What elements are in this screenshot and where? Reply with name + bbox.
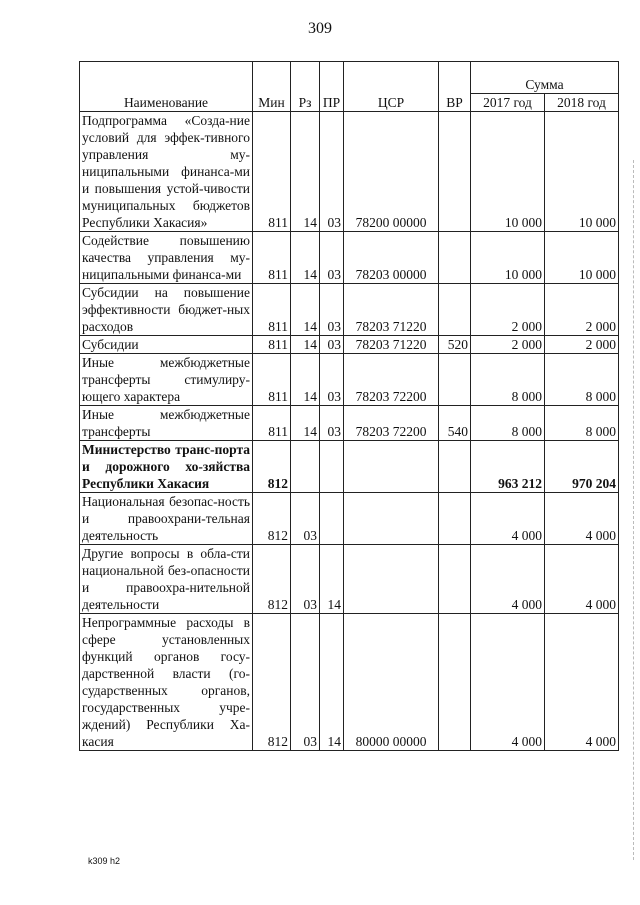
row-pr-cell [320,493,344,545]
row-min-cell: 812 [253,493,291,545]
row-pr-cell: 03 [320,406,344,441]
row-rz-cell: 03 [291,545,320,614]
row-name-cell: Национальная безопас-ность и правоохрани-тельная деятельность [80,493,253,545]
table-row [80,441,619,493]
row-min-cell: 811 [253,354,291,406]
row-pr-cell: 03 [320,232,344,284]
row-vr-cell [439,112,471,232]
row-2017-cell: 2 000 [471,284,545,336]
row-pr-cell [320,441,344,493]
row-min-cell: 811 [253,406,291,441]
row-name-cell: Субсидии [80,336,253,354]
row-csr-cell [344,545,439,614]
row-vr-cell [439,354,471,406]
row-pr-cell: 03 [320,112,344,232]
row-2018-cell: 4 000 [545,493,619,545]
row-2017-cell: 8 000 [471,354,545,406]
row-min-cell: 811 [253,112,291,232]
row-csr-cell: 78203 71220 [344,284,439,336]
row-csr-cell: 78203 00000 [344,232,439,284]
row-rz-cell: 14 [291,354,320,406]
binding-marks [633,160,636,860]
row-2018-cell: 970 204 [545,441,619,493]
row-2018-cell: 8 000 [545,354,619,406]
row-name-cell: Непрограммные расходы в сфере установленных функций органов госу-дарственной власти (го-сударственных органов, государственных учре-ждений) Республики Ха-касия [80,614,253,751]
row-2017-cell: 10 000 [471,112,545,232]
row-min-cell: 811 [253,336,291,354]
row-vr-cell: 540 [439,406,471,441]
row-rz-cell: 14 [291,406,320,441]
row-csr-cell: 78203 72200 [344,406,439,441]
header-min: Мин [253,62,291,112]
header-2017: 2017 год [471,94,545,112]
row-2017-cell: 4 000 [471,493,545,545]
row-name-cell: Иные межбюджетные трансферты [80,406,253,441]
row-pr-cell: 14 [320,545,344,614]
row-2017-cell: 4 000 [471,545,545,614]
row-min-cell: 812 [253,441,291,493]
row-2017-cell: 10 000 [471,232,545,284]
row-vr-cell [439,284,471,336]
row-rz-cell: 14 [291,232,320,284]
header-2018: 2018 год [545,94,619,112]
table-row [80,336,619,354]
row-pr-cell: 14 [320,614,344,751]
row-vr-cell [439,493,471,545]
row-csr-cell [344,441,439,493]
table-row [80,232,619,284]
row-2018-cell: 4 000 [545,545,619,614]
row-2017-cell: 963 212 [471,441,545,493]
row-2017-cell: 4 000 [471,614,545,751]
header-csr: ЦСР [344,62,439,112]
row-2018-cell: 8 000 [545,406,619,441]
table-row [80,112,619,232]
page-number: 309 [308,20,332,37]
row-vr-cell [439,545,471,614]
row-pr-cell: 03 [320,284,344,336]
table-row [80,284,619,336]
header-rz: Рз [291,62,320,112]
budget-table [79,61,619,751]
row-csr-cell: 78200 00000 [344,112,439,232]
table-row [80,406,619,441]
row-2017-cell: 2 000 [471,336,545,354]
row-2017-cell: 8 000 [471,406,545,441]
row-rz-cell [291,441,320,493]
row-min-cell: 811 [253,232,291,284]
header-pr: ПР [320,62,344,112]
table-body [80,112,619,751]
header-sum: Сумма [471,62,619,94]
row-2018-cell: 2 000 [545,284,619,336]
row-vr-cell [439,232,471,284]
row-rz-cell: 03 [291,493,320,545]
row-name-cell: Содействие повышению качества управления му-ниципальными финанса-ми [80,232,253,284]
row-name-cell: Министерство транс-порта и дорожного хо-зяйства Республики Хакасия [80,441,253,493]
header-vr: ВР [439,62,471,112]
header-name: Наименование [80,62,253,112]
row-name-cell: Субсидии на повышение эффективности бюджет-ных расходов [80,284,253,336]
row-name-cell: Иные межбюджетные трансферты стимулиру-ющего характера [80,354,253,406]
row-csr-cell: 78203 71220 [344,336,439,354]
table-row [80,493,619,545]
row-vr-cell: 520 [439,336,471,354]
row-2018-cell: 10 000 [545,232,619,284]
row-name-cell: Подпрограмма «Созда-ние условий для эффек-тивного управления му-ниципальными финанса-ми и повышения устой-чивости муниципальных бюджетов Республики Хакасия» [80,112,253,232]
row-rz-cell: 14 [291,336,320,354]
table-row [80,614,619,751]
row-name-cell: Другие вопросы в обла-сти национальной без-опасности и правоохра-нительной деятельности [80,545,253,614]
table-row [80,545,619,614]
row-2018-cell: 2 000 [545,336,619,354]
row-vr-cell [439,614,471,751]
row-min-cell: 811 [253,284,291,336]
row-rz-cell: 14 [291,284,320,336]
row-min-cell: 812 [253,545,291,614]
footer-code: k309 h2 [88,856,121,866]
table-row [80,354,619,406]
row-vr-cell [439,441,471,493]
row-csr-cell: 78203 72200 [344,354,439,406]
row-pr-cell: 03 [320,354,344,406]
row-csr-cell: 80000 00000 [344,614,439,751]
row-pr-cell: 03 [320,336,344,354]
row-csr-cell [344,493,439,545]
row-2018-cell: 4 000 [545,614,619,751]
row-rz-cell: 03 [291,614,320,751]
row-2018-cell: 10 000 [545,112,619,232]
row-min-cell: 812 [253,614,291,751]
row-rz-cell: 14 [291,112,320,232]
